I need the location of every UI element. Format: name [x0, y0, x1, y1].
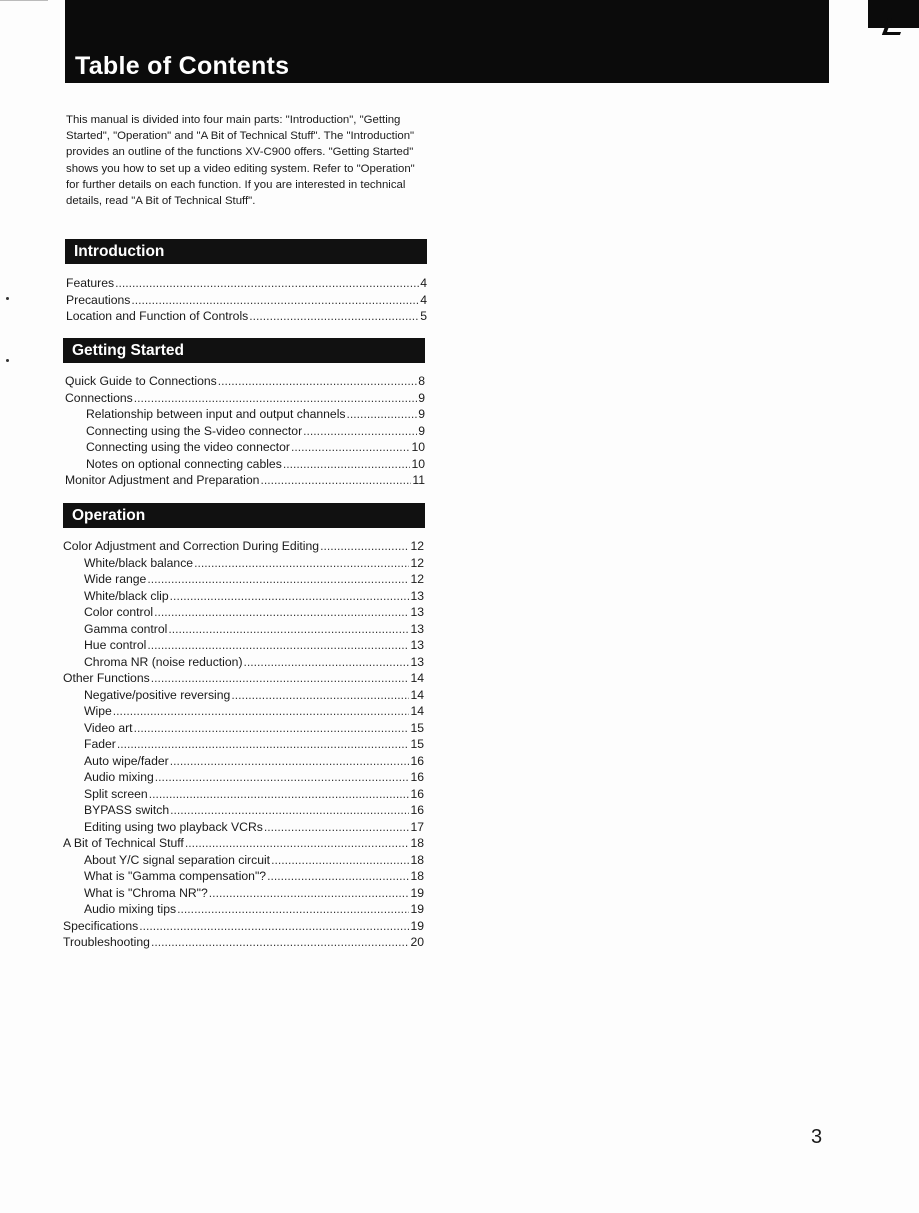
toc-entry-page: 4	[420, 292, 427, 307]
toc-entry[interactable]	[63, 604, 424, 621]
dot-leader	[131, 292, 419, 309]
dot-leader	[139, 918, 409, 935]
toc-list-getting-started	[65, 373, 425, 489]
toc-entry-page: 9	[418, 390, 425, 405]
toc-entry-label: Color control	[84, 605, 154, 619]
toc-entry-label: What is "Gamma compensation"?	[84, 869, 267, 883]
toc-entry-label: Audio mixing tips	[84, 902, 177, 916]
toc-entry[interactable]	[63, 868, 424, 885]
toc-entry-page: 13	[410, 605, 424, 619]
toc-entry-page: 13	[410, 588, 424, 603]
dot-leader	[320, 538, 409, 555]
dot-leader	[260, 472, 411, 489]
toc-entry-label: Other Functions	[63, 671, 150, 685]
section-header-getting-started	[63, 338, 425, 363]
toc-entry-page: 13	[410, 638, 424, 652]
toc-entry[interactable]	[63, 901, 424, 918]
section-title: Operation	[72, 507, 146, 524]
toc-entry-label: Location and Function of Controls	[66, 309, 249, 323]
toc-entry-label: Audio mixing	[84, 770, 154, 784]
toc-entry-page: 8	[418, 374, 425, 388]
toc-entry[interactable]	[66, 292, 427, 309]
toc-entry-page: 10	[411, 456, 425, 471]
toc-entry-label: Gamma control	[84, 621, 168, 636]
dot-leader	[267, 868, 409, 885]
dot-leader	[194, 555, 409, 572]
toc-list-operation	[63, 538, 424, 951]
toc-entry[interactable]	[63, 621, 424, 638]
toc-entry[interactable]	[65, 439, 425, 456]
toc-entry[interactable]	[63, 736, 424, 753]
scan-speck	[6, 297, 9, 300]
dot-leader	[303, 423, 417, 440]
toc-entry-label: White/black balance	[84, 555, 194, 570]
toc-entry[interactable]	[63, 835, 424, 852]
toc-entry-page: 15	[410, 720, 424, 735]
toc-entry-label: Wipe	[84, 704, 112, 718]
toc-entry-page: 9	[418, 423, 425, 438]
toc-entry[interactable]	[63, 753, 424, 770]
page-title: Table of Contents	[75, 52, 290, 80]
section-title: Introduction	[74, 243, 165, 260]
section-header-operation	[63, 503, 425, 528]
toc-entry[interactable]	[63, 786, 424, 803]
toc-entry-label: Chroma NR (noise reduction)	[84, 654, 243, 669]
toc-entry-label: Negative/positive reversing	[84, 687, 231, 702]
dot-leader	[244, 654, 410, 671]
toc-entry-page: 16	[410, 770, 424, 784]
toc-entry-page: 5	[420, 309, 427, 323]
toc-entry[interactable]	[63, 555, 424, 572]
dot-leader	[209, 885, 410, 902]
dot-leader	[134, 720, 410, 737]
toc-entry-label: Precautions	[66, 292, 131, 307]
toc-entry-page: 19	[410, 918, 424, 933]
toc-entry[interactable]	[63, 703, 424, 720]
dot-leader	[113, 703, 410, 720]
toc-entry-label: Connections	[65, 390, 133, 405]
toc-entry-page: 19	[410, 885, 424, 900]
intro-paragraph: This manual is divided into four main parts: "Introduction", "Getting Started", "Operation" and "A Bit of Technical Stuff". The "Introduction" provides an outline of the functions XV-C900 offers. "Getting Started" shows you how to set up a video editing system. Refer to "Operation" for further details on each function. If you are interested in technical details, read "A Bit of Technical Stuff".	[66, 114, 415, 208]
dot-leader	[134, 390, 417, 407]
toc-entry-label: Relationship between input and output channels	[86, 407, 346, 421]
toc-entry[interactable]	[63, 852, 424, 869]
toc-entry-label: Features	[66, 276, 115, 290]
dot-leader	[151, 670, 410, 687]
toc-entry-page: 13	[410, 654, 424, 669]
toc-list-introduction	[66, 275, 427, 325]
dot-leader	[154, 604, 409, 621]
dot-leader	[168, 621, 409, 638]
scan-speck	[6, 359, 9, 362]
dot-leader	[170, 753, 410, 770]
toc-entry[interactable]	[63, 819, 424, 836]
toc-entry[interactable]	[65, 390, 425, 407]
toc-entry[interactable]	[63, 885, 424, 902]
toc-entry-page: 16	[410, 786, 424, 801]
toc-entry[interactable]	[63, 802, 424, 819]
toc-entry-label: A Bit of Technical Stuff	[63, 836, 184, 850]
dot-leader	[151, 934, 409, 951]
toc-entry[interactable]	[63, 538, 424, 555]
toc-entry-label: About Y/C signal separation circuit	[84, 852, 271, 867]
toc-entry-label: Quick Guide to Connections	[65, 374, 217, 388]
toc-entry[interactable]	[63, 637, 424, 654]
toc-entry-page: 12	[410, 555, 424, 570]
toc-entry[interactable]	[63, 670, 424, 687]
toc-entry-page: 16	[410, 753, 424, 768]
toc-entry[interactable]	[66, 275, 427, 292]
dot-leader	[283, 456, 411, 473]
toc-entry-page: 14	[410, 687, 424, 702]
toc-entry[interactable]	[65, 423, 425, 440]
toc-entry-label: Color Adjustment and Correction During Editing	[63, 539, 320, 553]
toc-entry-page: 14	[410, 704, 424, 718]
toc-entry-label: What is "Chroma NR"?	[84, 885, 208, 900]
dot-leader	[271, 852, 409, 869]
toc-entry-label: BYPASS switch	[84, 803, 170, 817]
toc-entry-label: White/black clip	[84, 588, 169, 603]
toc-entry[interactable]	[65, 406, 425, 423]
dot-leader	[264, 819, 410, 836]
toc-entry-page: 18	[410, 836, 424, 850]
scan-edge-line	[0, 0, 48, 1]
dot-leader	[147, 571, 409, 588]
dot-leader	[291, 439, 410, 456]
toc-entry[interactable]	[63, 654, 424, 671]
toc-entry-label: Monitor Adjustment and Preparation	[65, 473, 260, 487]
toc-entry-page: 12	[410, 539, 424, 553]
toc-entry-page: 16	[410, 803, 424, 817]
toc-entry[interactable]	[63, 571, 424, 588]
toc-entry-page: 20	[410, 935, 424, 949]
title-banner	[65, 0, 829, 83]
toc-entry-label: Wide range	[84, 572, 147, 586]
dot-leader	[231, 687, 409, 704]
toc-entry[interactable]	[65, 373, 425, 390]
toc-entry-page: 19	[410, 902, 424, 916]
toc-entry[interactable]	[65, 472, 425, 489]
dot-leader	[177, 901, 409, 918]
dot-leader	[155, 769, 410, 786]
toc-entry-label: Split screen	[84, 786, 148, 801]
dot-leader	[347, 406, 418, 423]
toc-entry-page: 9	[418, 407, 425, 421]
toc-entry-label: Video art	[84, 720, 133, 735]
section-header-introduction	[65, 239, 427, 264]
toc-entry[interactable]	[63, 720, 424, 737]
dot-leader	[170, 802, 409, 819]
toc-entry-page: 11	[412, 473, 425, 487]
toc-entry[interactable]	[63, 918, 424, 935]
page-number: 3	[811, 1126, 823, 1148]
toc-entry-page: 14	[410, 671, 424, 685]
dot-leader	[185, 835, 410, 852]
section-title: Getting Started	[72, 342, 184, 359]
toc-entry-label: Auto wipe/fader	[84, 753, 169, 768]
toc-entry-page: 10	[411, 440, 425, 454]
toc-entry-label: Editing using two playback VCRs	[84, 819, 263, 834]
dot-leader	[170, 588, 410, 605]
toc-entry[interactable]	[65, 456, 425, 473]
dot-leader	[149, 786, 410, 803]
toc-entry-page: 18	[410, 869, 424, 883]
toc-entry-page: 15	[410, 737, 424, 751]
toc-entry-page: 17	[410, 819, 424, 834]
toc-entry-page: 4	[420, 276, 427, 290]
toc-entry-label: Connecting using the video connector	[86, 440, 290, 454]
dot-leader	[147, 637, 409, 654]
toc-entry-label: Notes on optional connecting cables	[86, 456, 282, 471]
toc-entry-page: 18	[410, 852, 424, 867]
toc-entry[interactable]	[63, 588, 424, 605]
toc-entry[interactable]	[66, 308, 427, 325]
toc-entry-label: Specifications	[63, 918, 139, 933]
toc-entry[interactable]	[63, 769, 424, 786]
toc-entry-label: Connecting using the S-video connector	[86, 423, 303, 438]
toc-entry[interactable]	[63, 687, 424, 704]
toc-entry-label: Fader	[84, 737, 116, 751]
dot-leader	[218, 373, 417, 390]
dot-leader	[117, 736, 410, 753]
toc-entry-label: Hue control	[84, 638, 147, 652]
dot-leader	[249, 308, 419, 325]
dot-leader	[115, 275, 419, 292]
toc-entry[interactable]	[63, 934, 424, 951]
toc-entry-label: Troubleshooting	[63, 935, 150, 949]
toc-entry-page: 12	[410, 572, 424, 586]
toc-entry-page: 13	[410, 621, 424, 636]
